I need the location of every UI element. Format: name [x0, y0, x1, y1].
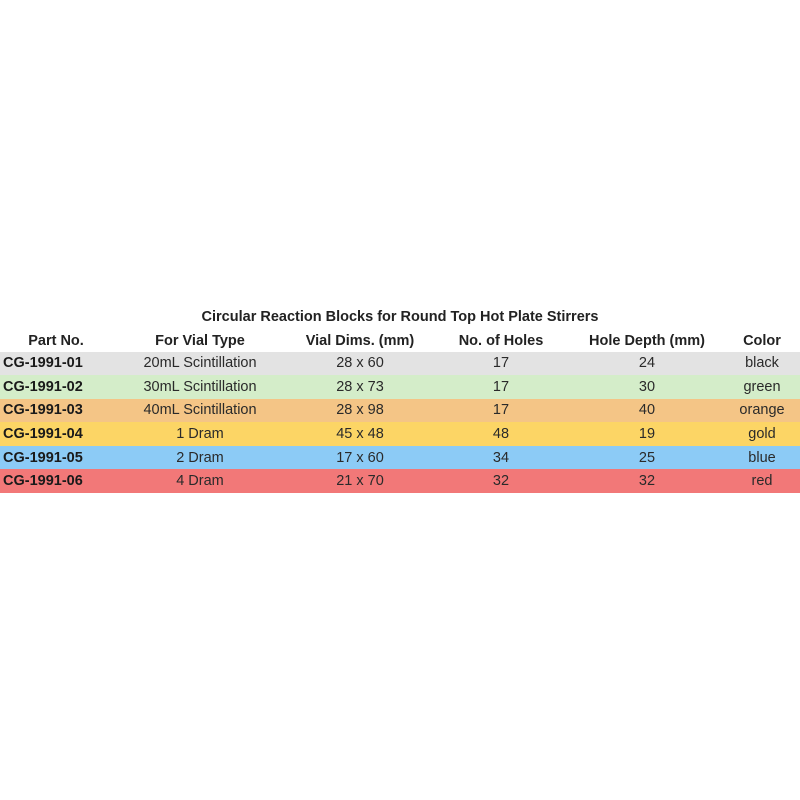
vial-dims-cell: 17 x 60 — [336, 449, 384, 466]
vial-type-cell: 2 Dram — [176, 449, 224, 466]
holes-cell: 17 — [492, 402, 510, 419]
color-cell: blue — [748, 449, 776, 466]
table-header-row — [0, 329, 800, 352]
hole-depth-cell: 25 — [638, 449, 656, 466]
hole-depth-cell: 30 — [638, 378, 656, 395]
header-part-no: Part No. — [28, 332, 84, 349]
holes-cell: 48 — [492, 426, 510, 443]
holes-cell: 17 — [492, 378, 510, 395]
part-no-cell: CG-1991-04 — [3, 426, 83, 443]
header-color: Color — [743, 332, 781, 349]
part-no-cell: CG-1991-03 — [3, 402, 83, 419]
vial-type-cell: 20mL Scintillation — [143, 355, 257, 372]
vial-type-cell: 1 Dram — [176, 426, 224, 443]
header-no-of-holes: No. of Holes — [458, 332, 544, 349]
vial-type-cell: 40mL Scintillation — [143, 402, 257, 419]
color-cell: green — [743, 378, 781, 395]
hole-depth-cell: 24 — [638, 355, 656, 372]
vial-dims-cell: 28 x 98 — [336, 402, 384, 419]
product-table-container — [0, 305, 800, 494]
table-row — [0, 446, 800, 470]
hole-depth-cell: 19 — [638, 426, 656, 443]
vial-dims-cell: 28 x 73 — [336, 378, 384, 395]
hole-depth-cell: 40 — [638, 402, 656, 419]
part-no-cell: CG-1991-05 — [3, 449, 83, 466]
part-no-cell: CG-1991-06 — [3, 473, 83, 490]
header-vial-type: For Vial Type — [155, 332, 245, 349]
color-cell: orange — [739, 402, 785, 419]
vial-dims-cell: 45 x 48 — [336, 426, 384, 443]
holes-cell: 17 — [492, 355, 510, 372]
color-cell: gold — [748, 426, 776, 443]
vial-type-cell: 30mL Scintillation — [143, 378, 257, 395]
part-no-cell: CG-1991-01 — [3, 355, 83, 372]
color-cell: black — [745, 355, 779, 372]
header-hole-depth: Hole Depth (mm) — [589, 332, 705, 349]
table-row — [0, 399, 800, 423]
holes-cell: 34 — [492, 449, 510, 466]
holes-cell: 32 — [492, 473, 510, 490]
vial-type-cell: 4 Dram — [176, 473, 224, 490]
vial-dims-cell: 28 x 60 — [336, 355, 384, 372]
vial-dims-cell: 21 x 70 — [336, 473, 384, 490]
part-no-cell: CG-1991-02 — [3, 378, 83, 395]
table-title: Circular Reaction Blocks for Round Top Hot Plate Stirrers — [201, 309, 599, 325]
table-row — [0, 469, 800, 493]
product-table — [0, 329, 800, 494]
header-vial-dims: Vial Dims. (mm) — [305, 332, 415, 349]
hole-depth-cell: 32 — [638, 473, 656, 490]
color-cell: red — [751, 473, 773, 490]
table-row — [0, 422, 800, 446]
table-row — [0, 375, 800, 399]
table-row — [0, 352, 800, 375]
